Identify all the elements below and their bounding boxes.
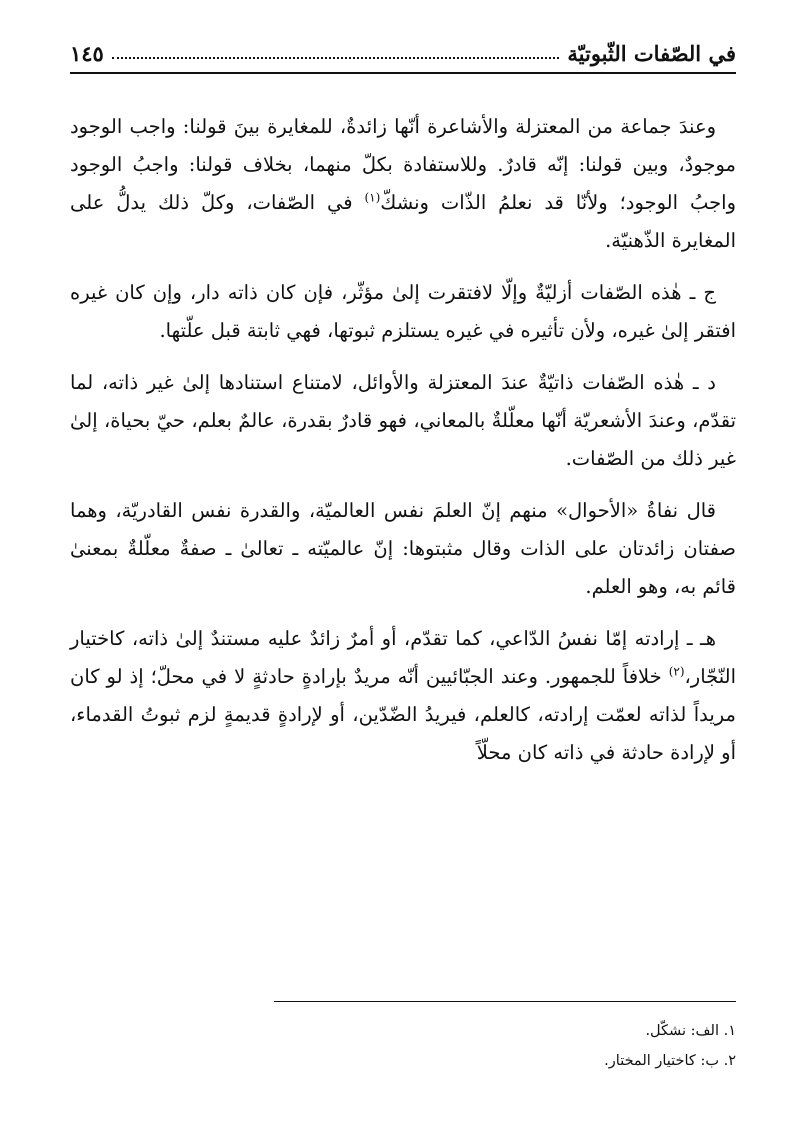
page-number: ١٤٥ [70,41,104,66]
paragraph-text: وعندَ جماعة من المعتزلة والأشاعرة أنّها زائدةٌ، للمغايرة بينَ قولنا: واجب الوجود موجودٌ، وبين قولنا: إنّه قادرٌ. وللاستفادة بكلّ منهما، بخلاف قولنا: واجبُ الوجود واجبُ الوجود؛ ولأنّا قد نعلمُ الذّات ونشكّ [70,115,737,214]
paragraph-text: هـ ـ إرادته إمّا نفسُ الدّاعي، كما تقدّم، أو أمرٌ زائدٌ عليه مستندٌ إلىٰ ذاته، كاختيار النّجّار، [70,627,736,688]
paragraph-text: خلافاً للجمهور. وعند الجبّائيين أنّه مريدٌ بإرادةٍ حادثةٍ لا في محلّ؛ إذ لو كان مريداً لذاته لعمّت إرادته، كالعلم، فيريدُ الضّدّين، أو لإرادةٍ قديمةٍ لزم ثبوتُ القدماء، أو لإرادة حادثة في ذاته كان محلّاً [70,665,736,764]
paragraph [70,274,736,350]
paragraph [70,108,736,260]
main-text [70,108,736,786]
dotted-leader [112,56,560,59]
paragraph-text: قال نفاةُ «الأحوال» منهم إنّ العلمَ نفس العالميّة، والقدرة نفس القادريّة، وهما صفتان زائدتان على الذات وقال مثبتوها: إنّ عالميّته ـ تعالىٰ ـ صفةٌ معلّلةٌ بمعنىٰ قائم به، وهو العلم. [70,499,736,598]
paragraph [70,492,736,606]
footnote-reference: (١) [364,190,381,205]
paragraph-text: في الصّفات، وكلّ ذلك يدلُّ على المغايرة الذّهنيّة. [70,191,736,252]
footnote: ١. الف: نشكّل. [645,1023,736,1039]
paragraph [70,620,736,772]
footnote: ٢. ب: كاختيار المختار. [604,1053,736,1069]
paragraph [70,364,736,478]
footnote-separator [274,1001,736,1002]
paragraph-text: د ـ هٰذه الصّفات ذاتيّةٌ عندَ المعتزلة والأوائل، لامتناع استنادها إلىٰ غير ذاته، لما تقدّم، وعندَ الأشعريّة أنّها معلّلةٌ بالمعاني، فهو قادرٌ بقدرة، عالمٌ بعلم، حيّ بحياة، إلىٰ غير ذلك من الصّفات. [70,371,736,470]
page-header [70,38,736,74]
running-title: في الصّفات الثّبوتيّة [567,41,736,66]
footnote-reference: (٢) [668,664,685,679]
footnotes [70,1016,736,1076]
paragraph-text: ج ـ هٰذه الصّفات أزليّةٌ وإلّا لافتقرت إلىٰ مؤثّر، فإن كان ذاته دار، وإن كان غيره افتقر إلىٰ غيره، ولأن تأثيره في غيره يستلزم ثبوتها، فهي ثابتة قبل علّتها. [70,281,736,342]
